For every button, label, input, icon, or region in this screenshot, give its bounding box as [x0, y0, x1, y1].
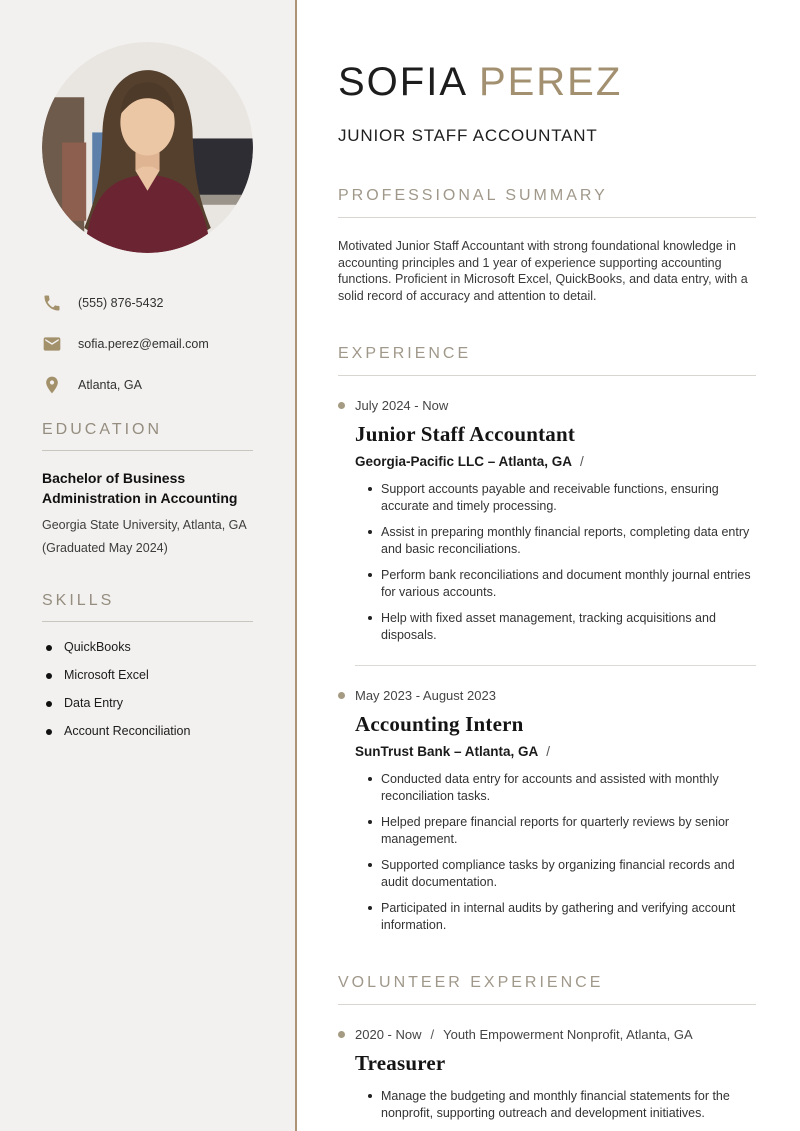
skills-list — [42, 640, 253, 738]
job-title-text: Accounting Intern — [355, 712, 524, 736]
bullet-item: Perform bank reconciliations and document monthly journal entries for various accounts. — [368, 567, 756, 600]
date-bullet-icon — [338, 692, 345, 699]
job-dateline — [338, 398, 756, 413]
bullet-item: Supported compliance tasks by organizing financial records and audit documentation. — [368, 857, 756, 890]
volunteer-organization: Youth Empowerment Nonprofit, Atlanta, GA — [443, 1027, 693, 1042]
company-name: Georgia-Pacific LLC – Atlanta, GA — [355, 454, 573, 469]
phone-number: (555) 876-5432 — [78, 296, 164, 310]
experience-entry — [338, 688, 756, 933]
first-name: SOFIA — [338, 60, 466, 104]
location-icon — [42, 375, 62, 395]
contact-phone — [42, 293, 253, 313]
job-dateline — [338, 688, 756, 703]
email-icon — [42, 334, 62, 354]
experience-section — [338, 345, 756, 933]
summary-text: Motivated Junior Staff Accountant with strong foundational knowledge in accounting principles and 1 year of experience supporting accounting functions. Proficient in Microsoft Excel, QuickBooks, and data entry, with a solid record of accuracy and attention to detail. — [338, 239, 748, 303]
location-text: Atlanta, GA — [78, 378, 142, 392]
bullet-item: Participated in internal audits by gathering and verifying account information. — [368, 900, 756, 933]
entry-divider — [355, 665, 756, 666]
job-bullets — [368, 771, 756, 933]
sidebar — [0, 0, 297, 1131]
last-name: PEREZ — [478, 60, 623, 104]
education-school: Georgia State University, Atlanta, GA — [42, 518, 247, 533]
volunteer-title-text: Treasurer — [355, 1051, 446, 1075]
contact-email — [42, 334, 253, 354]
skill-item: Account Reconciliation — [42, 724, 253, 738]
job-company — [355, 744, 756, 759]
email-address: sofia.perez@email.com — [78, 337, 209, 351]
volunteer-dates: 2020 - Now — [355, 1027, 422, 1042]
main-content — [299, 0, 800, 1131]
company-name: SunTrust Bank – Atlanta, GA — [355, 744, 539, 759]
separator-slash: / — [430, 1027, 435, 1042]
experience-heading: EXPERIENCE — [338, 345, 756, 376]
date-bullet-icon — [338, 1031, 345, 1038]
summary-heading: PROFESSIONAL SUMMARY — [338, 187, 756, 218]
job-company — [355, 454, 756, 469]
job-bullets — [368, 481, 756, 643]
volunteer-dateline — [338, 1027, 756, 1042]
skill-item: Microsoft Excel — [42, 668, 253, 682]
education-heading: EDUCATION — [42, 421, 253, 451]
contact-list — [42, 293, 253, 395]
profile-photo — [42, 42, 253, 253]
bullet-item: Helped prepare financial reports for quarterly reviews by senior management. — [368, 814, 756, 847]
skill-item: Data Entry — [42, 696, 253, 710]
job-dates: May 2023 - August 2023 — [355, 688, 496, 703]
bullet-item: Support accounts payable and receivable functions, ensuring accurate and timely processing. — [368, 481, 756, 514]
skills-heading: SKILLS — [42, 592, 253, 622]
education-section — [42, 421, 253, 558]
bullet-item: Assist in preparing monthly financial reports, completing data entry and basic reconciliations. — [368, 524, 756, 557]
bullet-item: Manage the budgeting and monthly financial statements for the nonprofit, supporting outreach and development initiatives. — [368, 1088, 756, 1121]
volunteer-section — [338, 974, 756, 1121]
skill-item: QuickBooks — [42, 640, 253, 654]
education-degree: Bachelor of Business Administration in Accounting — [42, 470, 238, 506]
bullet-item: Conducted data entry for accounts and assisted with monthly reconciliation tasks. — [368, 771, 756, 804]
contact-location — [42, 375, 253, 395]
separator-slash: / — [580, 454, 584, 469]
bullet-item: Help with fixed asset management, tracking acquisitions and disposals. — [368, 610, 756, 643]
phone-icon — [42, 293, 62, 313]
education-graduation: (Graduated May 2024) — [42, 540, 168, 555]
candidate-name — [338, 62, 756, 102]
volunteer-entry — [338, 1027, 756, 1121]
summary-section — [338, 187, 756, 304]
job-dates: July 2024 - Now — [355, 398, 449, 413]
job-title: JUNIOR STAFF ACCOUNTANT — [338, 126, 598, 145]
volunteer-bullets — [368, 1088, 756, 1121]
skills-section — [42, 592, 253, 738]
date-bullet-icon — [338, 402, 345, 409]
volunteer-heading: VOLUNTEER EXPERIENCE — [338, 974, 756, 1005]
separator-slash: / — [546, 744, 551, 759]
job-title-text: Junior Staff Accountant — [355, 422, 576, 446]
experience-entry — [338, 398, 756, 643]
